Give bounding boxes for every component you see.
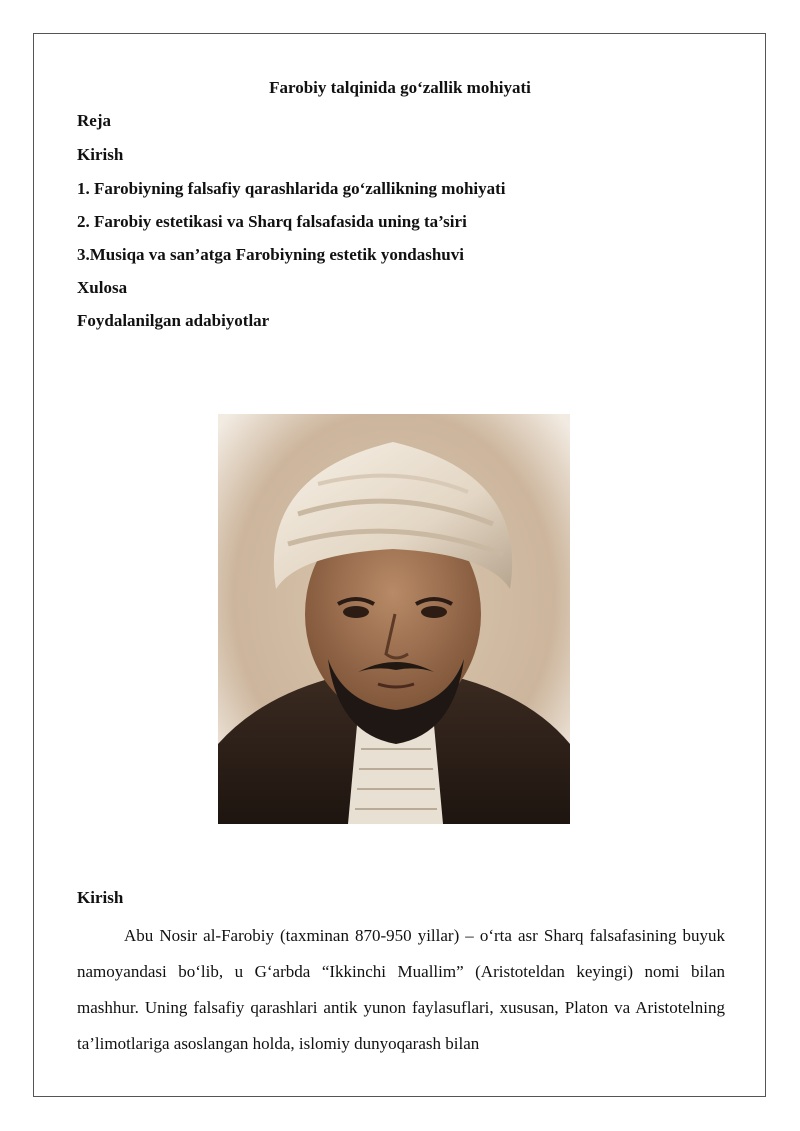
portrait-image bbox=[218, 414, 570, 824]
plan-item-1: 1. Farobiyning falsafiy qarashlarida go‘zallikning mohiyati bbox=[77, 179, 506, 198]
plan-item-conclusion: Xulosa bbox=[77, 278, 128, 297]
plan-heading: Reja bbox=[77, 111, 111, 130]
section-heading-intro: Kirish bbox=[77, 888, 124, 907]
plan-item-2: 2. Farobiy estetikasi va Sharq falsafasida uning ta’siri bbox=[77, 212, 467, 231]
intro-paragraph: Abu Nosir al-Farobiy (taxminan 870-950 yillar) – o‘rta asr Sharq falsafasining buyuk namoyandasi bo‘lib, u G‘arbda “Ikkinchi Muallim” (Aristoteldan keyingi) nomi bilan mashhur. Uning falsafiy qarashlari antik yunon faylasuflari, xususan, Platon va Aristotelning ta’limotlariga asoslangan holda, islomiy dunyoqarash bilan bbox=[77, 926, 725, 1053]
plan-item-intro: Kirish bbox=[77, 145, 124, 164]
plan-item-3: 3.Musiqa va san’atga Farobiyning estetik yondashuvi bbox=[77, 245, 464, 264]
document-title: Farobiy talqinida go‘zallik mohiyati bbox=[269, 78, 531, 97]
plan-item-references: Foydalanilgan adabiyotlar bbox=[77, 311, 270, 330]
